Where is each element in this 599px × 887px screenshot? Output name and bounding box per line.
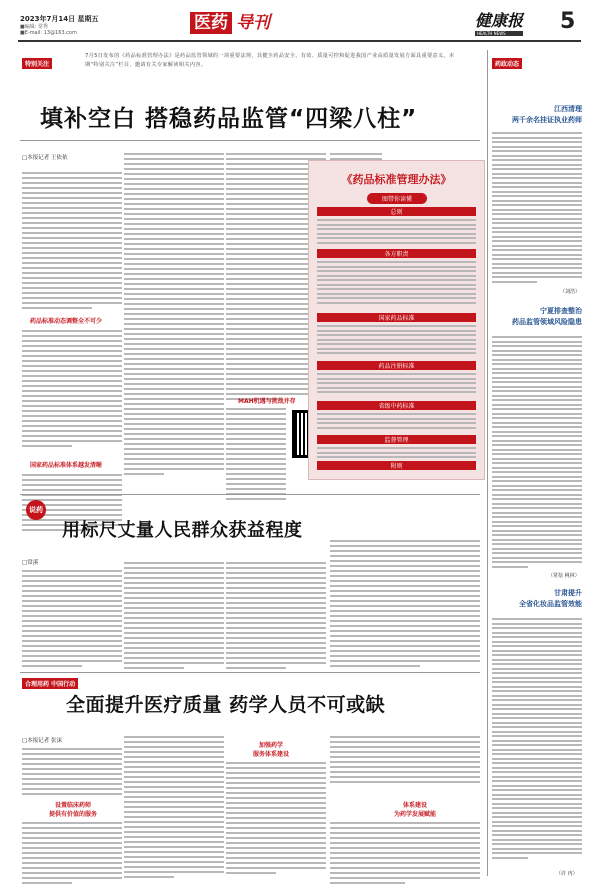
email-line: ■E-mail: 13@163.com [20,30,77,36]
infographic-card [308,160,485,480]
card-section-duties [317,249,476,306]
feature-col2-text [124,153,224,478]
story3-reporter: □本报记者 张沫 [22,738,62,744]
card-heading: 省级中药标准 [317,401,476,410]
card-body [317,219,476,244]
sidebar-item-2-title-b: 药品监管领域风险隐患 [512,318,582,326]
story3-subhead-3-line-b: 为药学发展赋能 [393,811,436,818]
masthead-word-a: 医药 [190,12,232,34]
card-body [317,325,476,354]
story2-badge: 说药 [26,500,46,520]
feature-headline: 填补空白 搭稳药品监管“四梁八柱” [40,106,418,132]
sidebar-item-1-title [492,104,582,126]
sidebar-item-3-body [492,618,582,861]
infographic-title: 《药品标准管理办法》 [341,173,452,186]
sidebar-item-2-title-a: 宁夏排查整治 [540,307,582,315]
page-number: 5 [560,9,576,34]
sidebar-divider [487,50,488,876]
section-tag-feature: 特别关注 [22,58,52,69]
newspaper-sub: HEALTH NEWS [475,31,523,36]
card-heading: 总则 [317,207,476,216]
story3-col4-b [330,822,480,887]
story3-col2 [124,736,224,881]
story2-col2 [124,562,224,672]
section-tag-rational-use: 合理用药 中国行动 [22,678,78,689]
card-heading: 附则 [317,461,476,470]
sidebar-item-3-title-a: 甘肃提升 [554,589,582,597]
feature-subhead-3: MAH机遇与挑战并存 [238,398,296,405]
infographic-subtitle: 图带你读懂 [367,193,427,204]
story3-subhead-2 [236,740,306,758]
story3-subhead-3-line-a: 体系建设 [402,802,427,809]
newspaper-name: 健康报 [475,11,524,30]
story2-col3 [226,562,326,672]
card-body [317,261,476,304]
feature-col3-text-b [226,408,286,503]
section-masthead [190,12,274,34]
story3-subhead-2-line-b: 服务体系建设 [252,751,289,758]
story2-reporter: □常溪 [22,560,39,566]
sidebar-item-2-title [492,306,582,328]
section-tag-policy: 药政动态 [492,58,522,69]
card-heading: 国家药品标准 [317,313,476,322]
story2-rule [20,494,480,495]
header-rule [18,40,581,42]
headline-rule [20,140,480,141]
feature-col1-text-a [22,172,122,312]
card-body [317,447,476,458]
sidebar-item-1-title-a: 江西清理 [554,105,582,113]
story2-col1 [22,570,122,670]
card-heading: 药品注册标准 [317,361,476,370]
feature-subhead-2: 国家药品标准体系越发清晰 [30,462,103,469]
story2-col4 [330,540,480,670]
card-body [317,413,476,429]
story2-headline: 用标尺丈量人民群众获益程度 [62,520,303,541]
sidebar-item-1-body [492,132,582,285]
story3-subhead-2-line-a: 加强药学 [258,742,283,749]
sidebar-item-3-title [492,588,582,610]
story3-subhead-3 [380,800,450,818]
card-body [317,373,476,393]
sidebar-item-3-title-b: 全省化妆品监管效能 [519,600,582,608]
feature-intro: 7月5日发布的《药品标准管理办法》是药品监管领域的一项重要法规，其健全药品安全、有效、质量可控和促进我国产业高质量发展方面具重要意义。本期“特别关注”栏目，邀请有关专家解读相关内容。 [85,53,455,68]
story3-headline: 全面提升医疗质量 药学人员不可或缺 [66,694,386,716]
feature-subhead-1: 药品标准动态调整全不可少 [30,318,103,325]
sidebar-item-1-source: （刘浩） [560,289,581,295]
story3-col4-a [330,736,480,786]
sidebar-item-2-body [492,336,582,570]
card-section-registration [317,361,476,396]
story3-col1-b [22,822,122,887]
page-header [0,0,599,42]
masthead-word-b: 导刊 [236,13,270,33]
feature-col1-text-b [22,330,122,450]
story3-subhead-1 [38,800,108,818]
story3-col1-a [22,748,122,798]
sidebar-item-2-source: （常蓓 桃林） [548,573,580,579]
story3-col3 [226,762,326,877]
newspaper-logo [475,8,523,36]
sidebar-item-1-title-b: 两千余名挂证执业药师 [512,116,582,124]
card-section-supervision [317,435,476,461]
feature-reporter: □本报记者 王依依 [22,155,68,161]
story3-rule [20,672,480,673]
card-section-national [317,313,476,357]
issue-date: 2023年7月14日 星期五 [20,15,99,23]
card-heading: 各方职责 [317,249,476,258]
card-heading: 监督管理 [317,435,476,444]
story3-subhead-1-line-b: 提供有价值的服务 [48,811,97,818]
sidebar-item-3-source: （许 冉） [556,871,578,877]
editor-line: ■编辑: 常秀 [20,24,48,30]
card-section-supplementary [317,461,476,470]
story3-subhead-1-line-a: 设置临床药师 [54,802,91,809]
card-section-provincial [317,401,476,431]
card-section-general [317,207,476,246]
